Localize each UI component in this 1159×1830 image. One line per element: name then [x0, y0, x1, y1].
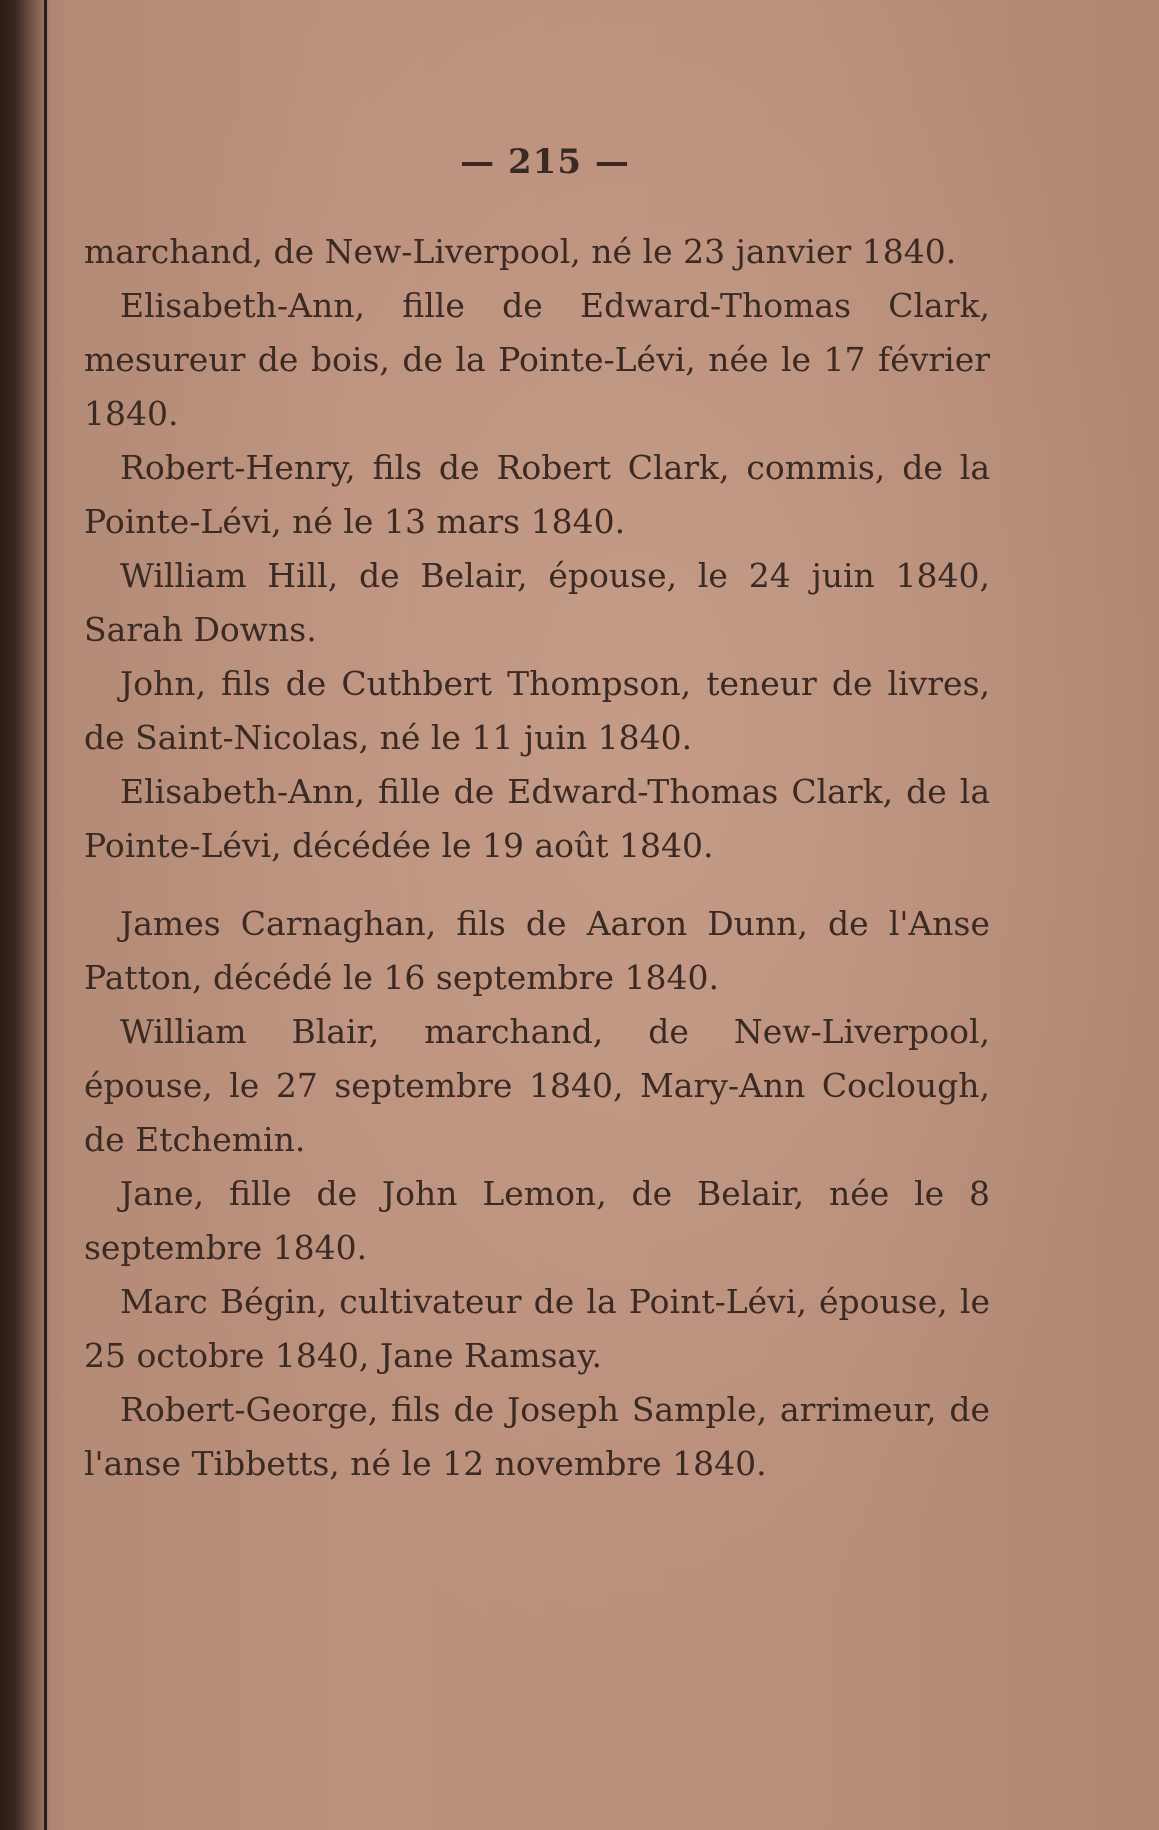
entry-paragraph: Robert-George, fils de Joseph Sample, arrimeur, de l'anse Tibbetts, né le 12 novembre 1840.	[84, 1390, 990, 1483]
page-number: — 215 —	[460, 142, 630, 182]
entry-paragraph: Jane, fille de John Lemon, de Belair, née le 8 septembre 1840.	[84, 1174, 990, 1267]
entry-paragraph: Robert-Henry, fils de Robert Clark, commis, de la Pointe-Lévi, né le 13 mars 1840.	[84, 448, 990, 541]
entry-paragraph: William Blair, marchand, de New-Liverpool, épouse, le 27 septembre 1840, Mary-Ann Coclough, de Etchemin.	[84, 1012, 990, 1159]
entry-paragraph: William Hill, de Belair, épouse, le 24 juin 1840, Sarah Downs.	[84, 556, 990, 649]
book-spine	[44, 0, 47, 1830]
entry-paragraph: Elisabeth-Ann, fille de Edward-Thomas Clark, de la Pointe-Lévi, décédée le 19 août 1840.	[84, 772, 990, 865]
page-gutter-shadow	[0, 0, 50, 1830]
entry-paragraph: Marc Bégin, cultivateur de la Point-Lévi, épouse, le 25 octobre 1840, Jane Ramsay.	[84, 1282, 990, 1375]
register-entries	[84, 225, 990, 1491]
entry-paragraph: James Carnaghan, fils de Aaron Dunn, de l'Anse Patton, décédé le 16 septembre 1840.	[84, 904, 990, 997]
entry-paragraph: John, fils de Cuthbert Thompson, teneur de livres, de Saint-Nicolas, né le 11 juin 1840.	[84, 664, 990, 757]
entry-paragraph: Elisabeth-Ann, fille de Edward-Thomas Clark, mesureur de bois, de la Pointe-Lévi, née le 17 février 1840.	[84, 286, 990, 433]
entry-continuation: marchand, de New-Liverpool, né le 23 janvier 1840.	[84, 232, 957, 271]
